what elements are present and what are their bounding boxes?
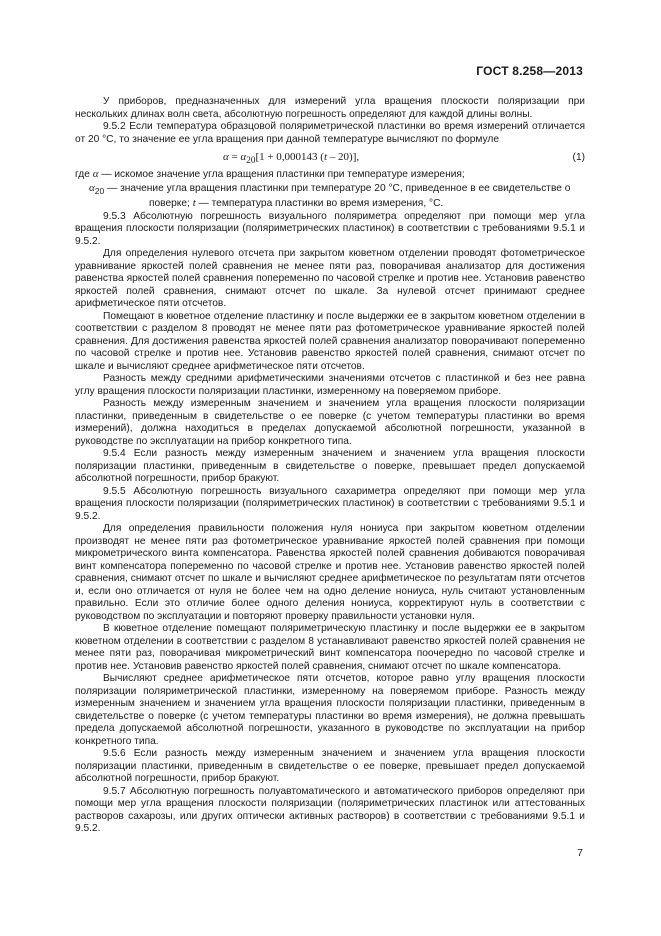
paragraph: 9.5.4 Если разность между измеренным значением и значением угла вращения плоскости поляризации пластинки, приведенным в свидетельстве о поверке, превышает предел допускаемой абсолютной погрешности, прибор бракуют. [75, 448, 585, 485]
paragraph: 9.5.6 Если разность между измеренным значением и значением угла вращения плоскости поляризации пластинки, приведенным в свидетельстве о ее поверке, превышает предел допускаемой абсолютной погрешности, прибор бракуют. [75, 748, 585, 785]
formula-expression: $\alpha = \alpha_{20}[1 + 0,000143$ (t – 20)], [223, 151, 360, 166]
formula-1 [75, 150, 585, 165]
paragraph: 9.5.2 Если температура образцовой поляриметрической пластинки во время измерений отличается от 20 °С, то значение ее угла вращения при данной температуре вычисляют по формуле [75, 121, 585, 145]
paragraph: Вычисляют среднее арифметическое пяти отсчетов, которое равно углу вращения плоскости поляризации поляриметрической пластинки, измеренному на поверяемом приборе. Разность между измеренным значением и значением угла вращения плоскости поляризации пластинки, приведенным в свидетельстве о поверке (с учетом температуры пластинки во время измерения), не должна превышать предела допускаемой абсолютной погрешности, указанного в руководстве по эксплуатации на прибор конкретного типа. [75, 673, 585, 747]
definition-alpha20: $\alpha_{20}$ — значение угла вращения пластинки при температуре 20 °С, приведенное в ее свидетельстве о [89, 181, 571, 196]
paragraph: Разность между измеренным значением и значением угла вращения плоскости поляризации пластинки, приведенным в свидетельстве о ее поверке (с учетом температуры пластинки во время измерений), должна находиться в пределах допускаемой абсолютной погрешности, указанной в руководстве по эксплуатации на прибор конкретного типа. [75, 398, 585, 447]
paragraph: Разность между средними арифметическими значениями отсчетов с пластинкой и без нее равна углу вращения плоскости поляризации пластинки, измеренному на поверяемом приборе. [75, 373, 585, 397]
paragraph: В кюветное отделение помещают поляриметрическую пластинку и после выдержки ее в закрытом кюветном отделении в соответствии с разделом 8 устанавливают равенство яркостей полей сравнения не менее пяти раз, поворачивая микрометрический винт компенсатора поочередно по часовой стрелке и против нее. Установив равенство яркостей полей сравнения, снимают отсчет по шкале компенсатора. [75, 623, 585, 672]
paragraph: Помещают в кюветное отделение пластинку и после выдержки ее в закрытом кюветном отделении в соответствии с разделом 8 проводят не менее пяти раз фотометрическое уравнивание яркостей полей сравнения. Для достижения равенства яркостей полей сравнения анализатор поворачивают попеременно по часовой стрелке и против нее. Установив равенство яркостей полей сравнения, снимают отсчет по шкале и вычисляют среднее арифметическое пяти отсчетов. [75, 310, 585, 372]
paragraph: У приборов, предназначенных для измерений угла вращения плоскости поляризации при нескольких длинах волн света, абсолютную погрешность определяют для каждой длины волны. [75, 96, 585, 120]
document-body [75, 96, 585, 836]
definition-t: поверке; t — температура пластинки во время измерения, °С. [149, 197, 444, 210]
paragraph: Для определения нулевого отсчета при закрытом кюветном отделении проводят фотометрическое уравнивание яркостей полей сравнения не менее пяти раз, поворачивая анализатор для достижения равенства яркостей полей сравнения попеременно по часовой стрелке и против нее. Установив равенство яркостей полей сравнения, снимают отсчет по шкале. За нулевой отсчет принимают среднее арифметическое пяти отсчетов. [75, 248, 585, 310]
paragraph: 9.5.7 Абсолютную погрешность полуавтоматического и автоматического приборов определяют при помощи мер угла вращения плоскости поляризации (поляриметрических пластинок или аттестованных растворов сахарозы, или других оптически активных растворов) в соответствии с требованиями 9.5.1 и 9.5.2. [75, 785, 585, 835]
formula-number: (1) [572, 152, 585, 163]
definition-alpha: где α — искомое значение угла вращения пластинки при температуре измерения; [75, 168, 465, 180]
paragraph: 9.5.3 Абсолютную погрешность визуального поляриметра определяют при помощи мер угла вращения плоскости поляризации (поляриметрических пластинок) в соответствии с требованиями 9.5.1 и 9.5.2. [75, 210, 585, 247]
paragraph: 9.5.5 Абсолютную погрешность визуального сахариметра определяют при помощи мер угла вращения плоскости поляризации (поляриметрических пластинок) в соответствии с требованиями 9.5.1 и 9.5.2. [75, 485, 585, 522]
standard-code-header: ГОСТ 8.258—2013 [476, 64, 583, 78]
page-number: 7 [577, 847, 583, 859]
formula-definitions [75, 168, 585, 211]
paragraph: Для определения правильности положения нуля нониуса при закрытом кюветном отделении производят не менее пяти раз фотометрическое уравнивание яркостей полей сравнения при помощи микрометрического винта компенсатора. Равенства яркостей полей сравнения добиваются поворачивая винт компенсатора попеременно по часовой стрелке и против нее. Установив равенство яркостей полей сравнения, снимают отсчет по шкале и вычисляют среднее арифметическое по результатам пяти отсчетов и, если оно отличается от нуля не более чем на одно деление нониуса, нуль считают установленным правильно. Если это отличие более одного деления нониуса, корректируют нуль в соответствии с руководством по эксплуатации и повторяют проверку правильности установки нуля. [75, 523, 585, 622]
